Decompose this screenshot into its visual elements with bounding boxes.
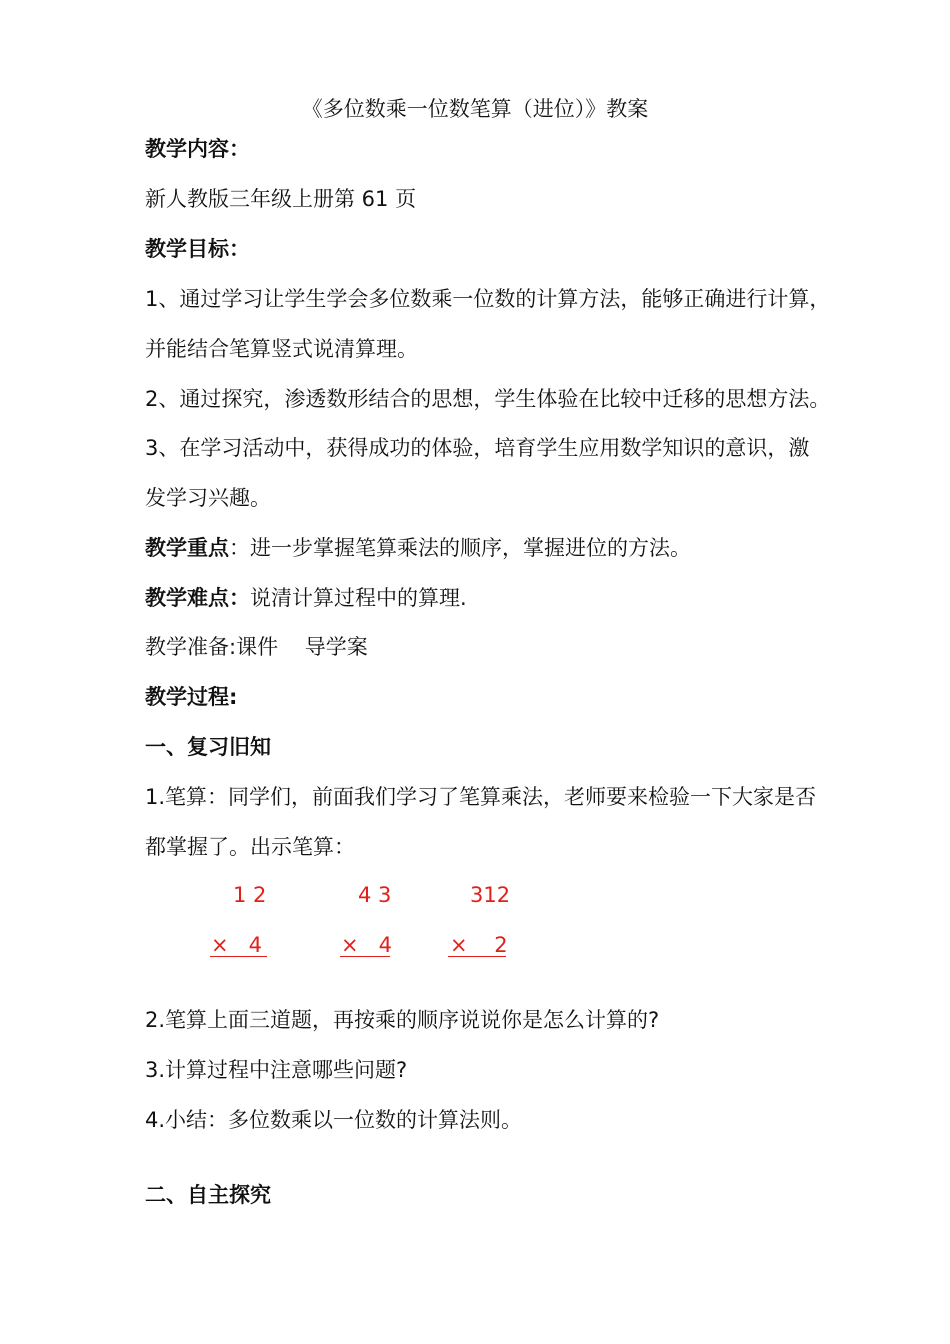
key-label: 教学重点 [145,536,229,560]
objective-line: 3、在学习活动中，获得成功的体验，培育学生应用数学知识的意识，激 [145,436,810,460]
question-line: 3.计算过程中注意哪些问题? [145,1058,408,1082]
content-label: 教学内容： [145,137,250,161]
document-title: 《多位数乘一位数笔算（进位）》教案 [301,97,649,121]
section-heading-explore: 二、自主探究 [145,1183,271,1207]
section-heading-review: 一、复习旧知 [145,735,271,759]
objective-line: 1、通过学习让学生学会多位数乘一位数的计算方法，能够正确进行计算， [145,287,831,311]
question-line: 4.小结：多位数乘以一位数的计算法则。 [145,1108,523,1132]
calc-3-multiplier: × 2 [450,933,508,957]
calc-1-multiplicand: 1 2 [233,883,267,907]
objectives-label: 教学目标： [145,237,250,261]
objective-line: 并能结合笔算竖式说清算理。 [145,337,418,361]
prep-text: 教学准备:课件 导学案 [145,635,368,659]
difficulty-text: 说清计算过程中的算理. [250,586,467,610]
objective-line: 发学习兴趣。 [145,486,271,510]
calc-3-underline [448,956,506,957]
process-label: 教学过程: [145,685,238,709]
key-point [145,533,870,563]
objective-line: 2、通过探究，渗透数形结合的思想，学生体验在比较中迁移的思想方法。 [145,387,831,411]
calc-2-multiplicand: 4 3 [358,883,392,907]
calc-2-underline [340,956,390,957]
calc-2-multiplier: × 4 [341,933,392,957]
review-line: 1.笔算：同学们，前面我们学习了笔算乘法，老师要来检验一下大家是否 [145,785,817,809]
difficulty-label: 教学难点： [145,586,250,610]
difficulty-point [145,583,870,613]
review-line: 都掌握了。出示笔算： [145,835,355,859]
key-text: ：进一步掌握笔算乘法的顺序，掌握进位的方法。 [229,536,691,560]
calc-3-multiplicand: 312 [470,883,511,907]
content-text: 新人教版三年级上册第 61 页 [145,187,417,211]
question-line: 2.笔算上面三道题，再按乘的顺序说说你是怎么计算的? [145,1008,660,1032]
calc-1-underline [210,956,267,957]
calc-1-multiplier: × 4 [211,933,262,957]
